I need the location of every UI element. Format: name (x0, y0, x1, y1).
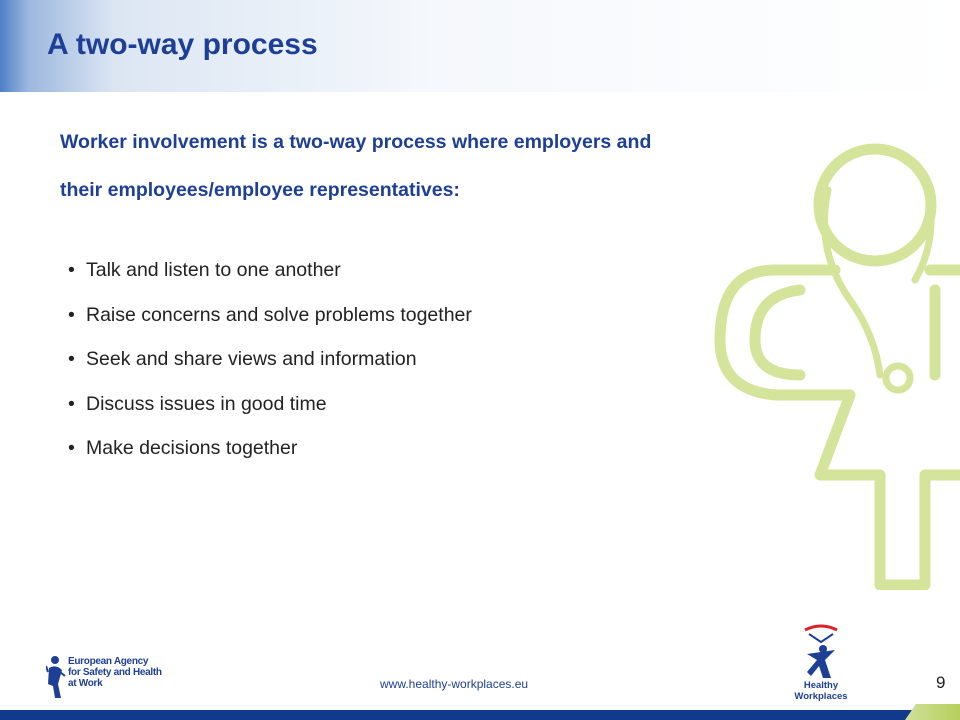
bottom-bar-accent (905, 704, 960, 720)
slide-title: A two-way process (47, 28, 318, 61)
eu-agency-line: at Work (68, 678, 103, 689)
healthy-workplaces-figure-icon (791, 622, 851, 680)
bullet-item (68, 248, 472, 293)
bullet-icon: • (68, 303, 75, 326)
footer-url: www.healthy-workplaces.eu (380, 677, 529, 691)
bullet-icon: • (68, 348, 75, 370)
bullet-text: Discuss issues in good time (86, 392, 327, 415)
bullet-item (68, 293, 472, 338)
bullet-text: Seek and share views and information (86, 348, 417, 370)
healthy-workplaces-wordmark: Healthy Workplaces (794, 680, 848, 702)
page-number: 9 (936, 673, 946, 692)
bullet-item (68, 426, 472, 471)
bullet-item (68, 382, 472, 427)
bottom-bar (0, 710, 960, 720)
bullet-item (68, 337, 472, 382)
healthy-workplaces-logo (776, 622, 866, 702)
bullet-icon: • (68, 259, 75, 281)
bullet-list (68, 248, 472, 471)
bullet-text: Talk and listen to one another (86, 259, 341, 281)
eu-agency-line: European Agency (68, 656, 149, 667)
bullet-text: Make decisions together (86, 437, 298, 459)
bullet-icon: • (68, 392, 75, 415)
intro-line-1: Worker involvement is a two-way process where employers and (60, 131, 652, 153)
eu-agency-line: for Safety and Health (68, 667, 162, 678)
worker-with-stethoscope-icon (700, 130, 960, 590)
eu-agency-wordmark (68, 656, 162, 689)
eu-agency-logo (46, 654, 166, 704)
bullet-icon: • (68, 437, 75, 459)
intro-line-2: their employees/employee representatives: (60, 179, 460, 201)
bullet-text: Raise concerns and solve problems together (86, 303, 472, 326)
eu-agency-figure-icon (46, 654, 66, 700)
